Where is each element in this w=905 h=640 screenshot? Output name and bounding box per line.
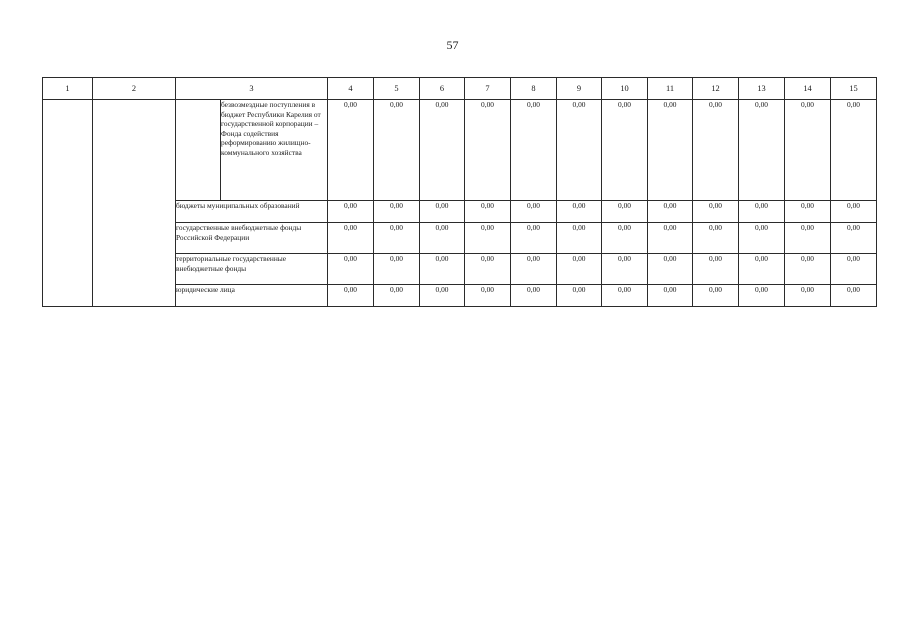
value-cell: 0,00 xyxy=(693,254,739,285)
header-cell: 14 xyxy=(785,78,831,100)
value-cell: 0,00 xyxy=(831,223,877,254)
header-cell: 12 xyxy=(693,78,739,100)
header-cell: 9 xyxy=(557,78,602,100)
value-cell: 0,00 xyxy=(328,254,374,285)
row-label: государственные внебюджетные фонды Российской Федерации xyxy=(176,223,328,254)
value-cell: 0,00 xyxy=(785,254,831,285)
header-cell: 13 xyxy=(739,78,785,100)
header-cell: 1 xyxy=(43,78,93,100)
value-cell: 0,00 xyxy=(374,285,420,307)
value-cell: 0,00 xyxy=(420,223,465,254)
value-cell: 0,00 xyxy=(511,100,557,201)
row-label: безвозмездные поступления в бюджет Республики Карелия от государственной корпорации – Фонда содействия реформированию жилищно-коммунального хозяйства xyxy=(221,100,328,201)
header-cell: 6 xyxy=(420,78,465,100)
page-number: 57 xyxy=(446,38,459,52)
blank-cell xyxy=(93,100,176,307)
value-cell: 0,00 xyxy=(420,100,465,201)
header-cell: 5 xyxy=(374,78,420,100)
value-cell: 0,00 xyxy=(648,254,693,285)
value-cell: 0,00 xyxy=(465,285,511,307)
value-cell: 0,00 xyxy=(693,285,739,307)
value-cell: 0,00 xyxy=(831,100,877,201)
value-cell: 0,00 xyxy=(739,285,785,307)
value-cell: 0,00 xyxy=(374,201,420,223)
row-label: территориальные государственные внебюджетные фонды xyxy=(176,254,328,285)
value-cell: 0,00 xyxy=(420,285,465,307)
value-cell: 0,00 xyxy=(328,100,374,201)
value-cell: 0,00 xyxy=(465,100,511,201)
value-cell: 0,00 xyxy=(739,223,785,254)
value-cell: 0,00 xyxy=(465,223,511,254)
value-cell: 0,00 xyxy=(739,201,785,223)
value-cell: 0,00 xyxy=(648,223,693,254)
value-cell: 0,00 xyxy=(420,254,465,285)
value-cell: 0,00 xyxy=(602,254,648,285)
value-cell: 0,00 xyxy=(511,223,557,254)
value-cell: 0,00 xyxy=(785,100,831,201)
value-cell: 0,00 xyxy=(374,100,420,201)
value-cell: 0,00 xyxy=(693,100,739,201)
value-cell: 0,00 xyxy=(420,201,465,223)
header-cell: 7 xyxy=(465,78,511,100)
value-cell: 0,00 xyxy=(831,285,877,307)
value-cell: 0,00 xyxy=(374,223,420,254)
table-row xyxy=(43,100,877,201)
value-cell: 0,00 xyxy=(739,254,785,285)
header-row xyxy=(43,78,877,100)
header-cell: 8 xyxy=(511,78,557,100)
value-cell: 0,00 xyxy=(648,201,693,223)
value-cell: 0,00 xyxy=(511,201,557,223)
value-cell: 0,00 xyxy=(465,254,511,285)
blank-cell xyxy=(176,100,221,201)
value-cell: 0,00 xyxy=(831,254,877,285)
value-cell: 0,00 xyxy=(602,285,648,307)
value-cell: 0,00 xyxy=(557,254,602,285)
blank-cell xyxy=(43,100,93,307)
value-cell: 0,00 xyxy=(465,201,511,223)
value-cell: 0,00 xyxy=(602,201,648,223)
value-cell: 0,00 xyxy=(328,285,374,307)
header-cell: 3 xyxy=(176,78,328,100)
value-cell: 0,00 xyxy=(602,100,648,201)
row-label: бюджеты муниципальных образований xyxy=(176,201,328,223)
value-cell: 0,00 xyxy=(374,254,420,285)
value-cell: 0,00 xyxy=(739,100,785,201)
value-cell: 0,00 xyxy=(557,100,602,201)
value-cell: 0,00 xyxy=(557,285,602,307)
value-cell: 0,00 xyxy=(511,285,557,307)
value-cell: 0,00 xyxy=(328,223,374,254)
value-cell: 0,00 xyxy=(831,201,877,223)
value-cell: 0,00 xyxy=(648,285,693,307)
value-cell: 0,00 xyxy=(785,201,831,223)
value-cell: 0,00 xyxy=(602,223,648,254)
value-cell: 0,00 xyxy=(557,223,602,254)
budget-table xyxy=(42,77,877,307)
value-cell: 0,00 xyxy=(693,223,739,254)
value-cell: 0,00 xyxy=(328,201,374,223)
header-cell: 10 xyxy=(602,78,648,100)
header-cell: 15 xyxy=(831,78,877,100)
row-label: юридические лица xyxy=(176,285,328,307)
value-cell: 0,00 xyxy=(693,201,739,223)
header-cell: 11 xyxy=(648,78,693,100)
value-cell: 0,00 xyxy=(785,285,831,307)
value-cell: 0,00 xyxy=(511,254,557,285)
header-cell: 4 xyxy=(328,78,374,100)
header-cell: 2 xyxy=(93,78,176,100)
value-cell: 0,00 xyxy=(648,100,693,201)
value-cell: 0,00 xyxy=(557,201,602,223)
value-cell: 0,00 xyxy=(785,223,831,254)
